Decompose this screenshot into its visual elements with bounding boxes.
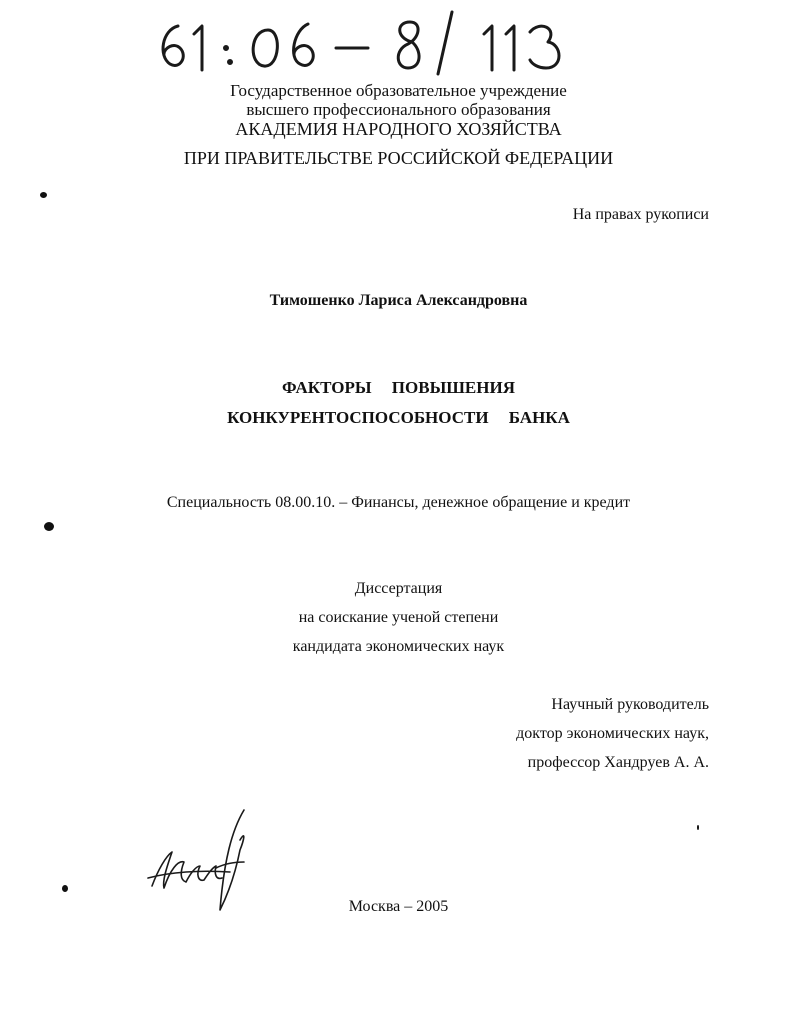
author-name: Тимошенко Лариса Александровна (269, 292, 528, 309)
thesis-title-line-2: КОНКУРЕНТОСПОСОБНОСТИ БАНКА (227, 408, 570, 427)
scan-speck (40, 192, 47, 198)
supervisor-degree: доктор экономических наук, (516, 725, 709, 742)
scan-speck (697, 825, 699, 830)
specialty: Специальность 08.00.10. – Финансы, денежное обращение и кредит (166, 494, 631, 511)
institution-line-1: Государственное образовательное учреждение (230, 81, 567, 100)
supervisor-label: Научный руководитель (551, 696, 709, 713)
handwritten-catalog-number (150, 8, 590, 78)
degree-field: кандидата экономических наук (292, 638, 505, 655)
degree-line: на соискание ученой степени (298, 609, 499, 626)
city-year: Москва – 2005 (348, 898, 449, 915)
dissertation-label: Диссертация (354, 580, 443, 597)
scan-speck (44, 522, 54, 531)
supervisor-name: профессор Хандруев А. А. (527, 754, 709, 771)
institution-line-2: высшего профессионального образования (246, 100, 551, 119)
institution-affiliation: ПРИ ПРАВИТЕЛЬСТВЕ РОССИЙСКОЙ ФЕДЕРАЦИИ (183, 148, 614, 168)
manuscript-rights: На правах рукописи (572, 206, 709, 223)
thesis-title-line-1: ФАКТОРЫ ПОВЫШЕНИЯ (281, 378, 515, 397)
scan-speck (62, 885, 68, 892)
institution-name: АКАДЕМИЯ НАРОДНОГО ХОЗЯЙСТВА (235, 119, 562, 139)
